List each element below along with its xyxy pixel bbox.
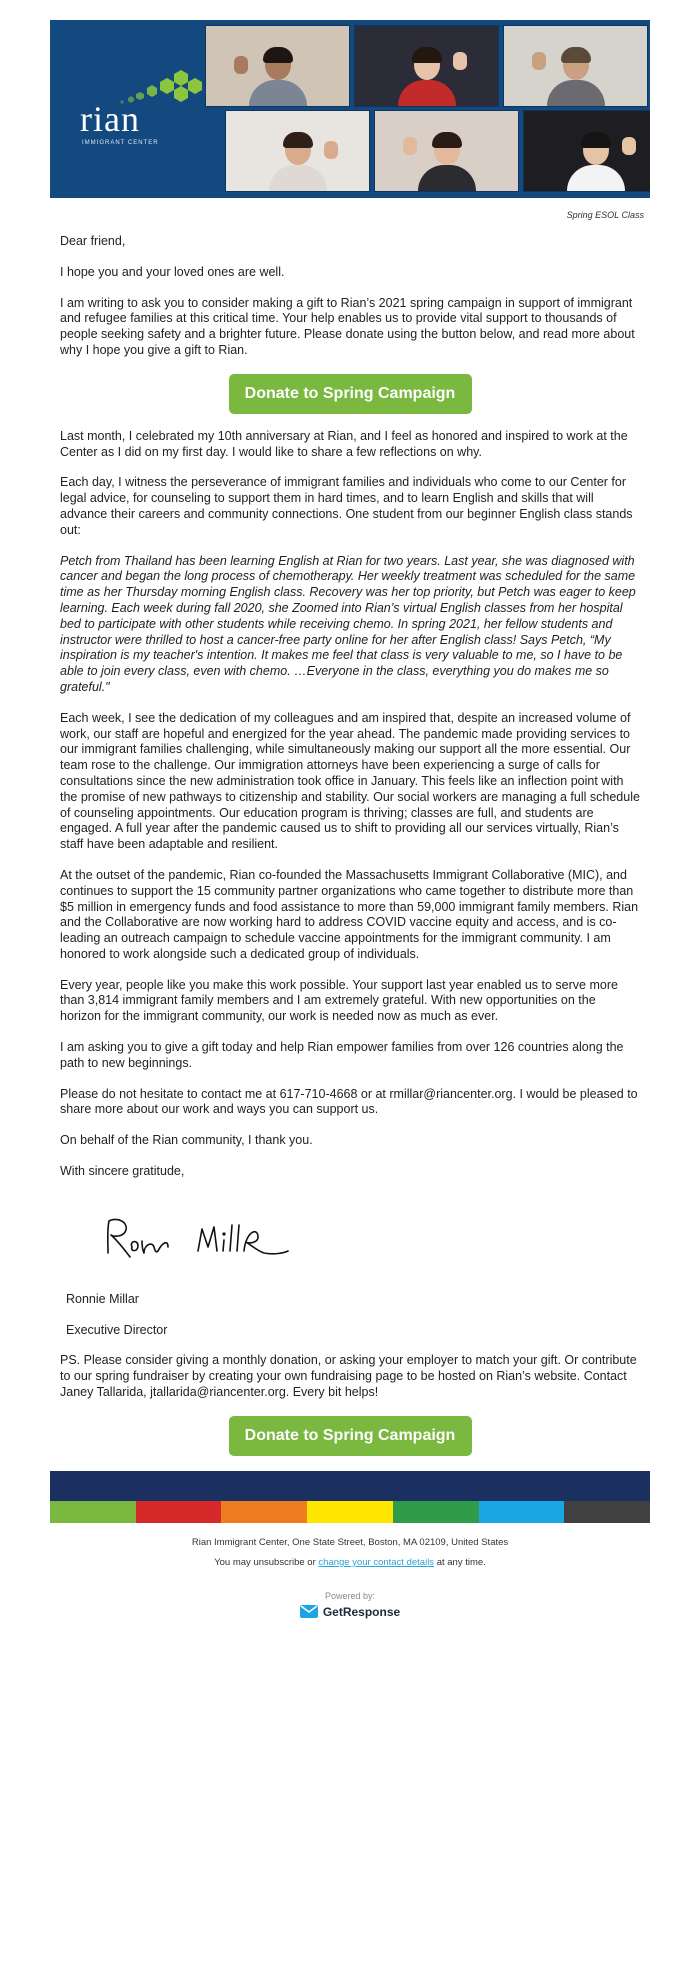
closing: With sincere gratitude, (60, 1164, 185, 1179)
photo-caption: Spring ESOL Class (566, 210, 644, 220)
unsubscribe-line (50, 1553, 650, 1573)
waving-hand (532, 52, 546, 70)
paragraph-gift-ask: I am asking you to give a gift today and help Rian empower families from over 126 countries along the path to new beginnings. (60, 1040, 624, 1070)
video-tile-5 (374, 110, 519, 192)
paragraph-ask: I am writing to ask you to consider making a gift to Rian’s 2021 spring campaign in support of immigrant and refugee families at this critical time. Your help enables us to provide vital support to thousands of people seeking safety and a brighter future. Please donate using the button below, and read more about why I hope you give a gift to Rian. (60, 295, 635, 357)
participant-figure (398, 50, 456, 107)
logo-subtitle: IMMIGRANT CENTER (82, 140, 159, 146)
stripe-band-5 (393, 1501, 479, 1523)
cta-wrapper (60, 374, 640, 414)
powered-by-label: Powered by: (324, 1590, 376, 1601)
stripe-band-7 (564, 1501, 650, 1523)
footer-color-stripe (50, 1471, 650, 1523)
header-banner (50, 20, 650, 198)
handwritten-signature (60, 1195, 640, 1290)
cta-wrapper-bottom (60, 1416, 640, 1456)
paragraph-anniversary: Last month, I celebrated my 10th anniversary at Rian, and I feel as honored and inspired to work at the Center as I did on my first day. I would like to share a few reflections on why. (60, 428, 628, 459)
rian-logo[interactable] (72, 70, 202, 150)
student-story-quote: Petch from Thailand has been learning English at Rian for two years. Last year, she was diagnosed with cancer and began the long process of chemotherapy. Her weekly treatment was scheduled for the same time as her Thursday morning English class. Recovery was her top priority, but Petch was eager to keep learning. Each week during fall 2020, she Zoomed into Rian’s virtual English classes from her hospital bed to participate with other students while receiving chemo. In spring 2021, her fellow students and instructor were thrilled to host a cancer-free party online for her after English class! Says Petch, “My inspiration is my teacher's intention. It makes me feel that class is very valuable to me, so I have to be able to join every class, even with chemo. …Everyone in the class, everything you do makes me so grateful." (60, 553, 636, 694)
participant-figure (269, 135, 327, 192)
paragraph-dedication: Each week, I see the dedication of my colleagues and am inspired that, despite an increased volume of work, our staff are hopeful and energized for the year ahead. The pandemic made providing services to our immigrant families challenging, while simultaneously making our support all the more essential. Our team rose to the challenge. Our immigration attorneys have been experiencing a surge of calls for consultations since the new administration took office in January. This feels like an inflection point with the promise of new pathways to citizenship and stability. Our social workers are managing a full schedule of counseling appointments. Our education program is thriving; classes are full, and students are engaged. A full year after the pandemic caused us to shift to providing all our services virtually, Rian’s staff have been adaptable and resilient. (60, 710, 640, 852)
video-tile-6 (523, 110, 650, 192)
stripe-band-4 (307, 1501, 393, 1523)
paragraph-collaborative: At the outset of the pandemic, Rian co-founded the Massachusetts Immigrant Collaborative (MIC), and continues to support the 15 community partner organizations who came together to distribute more than $5 million in emergency funds and food assistance to more than 59,000 immigrant family members. Rian and the Collaborative are now working hard to address COVID vaccine equity and access, and is co-leading an outreach campaign to schedule vaccine appointments for the immigrant community. I am honored to work alongside such a dedicated group of individuals. (60, 867, 639, 961)
participant-figure (567, 135, 625, 192)
stripe-band-1 (50, 1501, 136, 1523)
waving-hand (324, 141, 338, 159)
participant-figure (249, 50, 307, 107)
participant-figure (547, 50, 605, 107)
footer-address: Rian Immigrant Center, One State Street, Boston, MA 02109, United States (191, 1536, 509, 1548)
waving-hand (403, 137, 417, 155)
donate-button-bottom[interactable]: Donate to Spring Campaign (229, 1416, 472, 1456)
getresponse-badge[interactable] (50, 1605, 650, 1619)
video-tile-1 (205, 25, 350, 107)
stripe-color-bands (50, 1501, 650, 1523)
unsubscribe-pre: You may unsubscribe or (214, 1556, 316, 1568)
paragraph-perseverance: Each day, I witness the perseverance of immigrant families and individuals who come to our Center for legal advice, for counseling to support them in hard times, and to learn English and skills that will advance their careers and community connections. One student from our beginner English class stands out: (60, 475, 633, 537)
envelope-icon (300, 1605, 318, 1618)
paragraph-thanks: On behalf of the Rian community, I thank you. (60, 1133, 313, 1148)
postscript: PS. Please consider giving a monthly donation, or asking your employer to match your gift. Or contribute to our spring fundraiser by creating your own fundraising page to be hosted on Rian’s website. Contact Janey Tallarida, jtallarida@riancenter.org. Every bit helps! (60, 1353, 637, 1400)
stripe-navy-band (50, 1471, 650, 1501)
waving-hand (453, 52, 467, 70)
signer-title: Executive Director (66, 1322, 168, 1337)
stripe-band-3 (221, 1501, 307, 1523)
paragraph-support: Every year, people like you make this work possible. Your support last year enabled us to serve more than 3,814 immigrant family members and I am extremely grateful. With new opportunities on the horizon for the immigrant community, our work is needed now as much as ever. (60, 977, 618, 1024)
waving-hand (622, 137, 636, 155)
video-tile-3 (503, 25, 648, 107)
paragraph-wellbeing: I hope you and your loved ones are well. (60, 264, 285, 279)
stripe-band-6 (479, 1501, 565, 1523)
getresponse-name: GetResponse (322, 1604, 401, 1619)
video-tile-4 (225, 110, 370, 192)
participant-figure (418, 135, 476, 192)
stripe-band-2 (136, 1501, 222, 1523)
letter-body (50, 234, 650, 1456)
change-contact-details-link[interactable]: change your contact details (318, 1556, 435, 1568)
signer-name: Ronnie Millar (66, 1291, 139, 1306)
video-tile-2 (354, 25, 499, 107)
paragraph-contact: Please do not hesitate to contact me at 617-710-4668 or at rmillar@riancenter.org. I would be pleased to share more about our work and ways you can support us. (60, 1086, 638, 1117)
email-container (50, 20, 650, 1619)
logo-wordmark: rian (80, 99, 140, 139)
footer-text (50, 1533, 650, 1573)
waving-hand (234, 56, 248, 74)
greeting: Dear friend, (60, 234, 126, 248)
donate-button[interactable]: Donate to Spring Campaign (229, 374, 472, 414)
unsubscribe-post: at any time. (436, 1556, 486, 1568)
